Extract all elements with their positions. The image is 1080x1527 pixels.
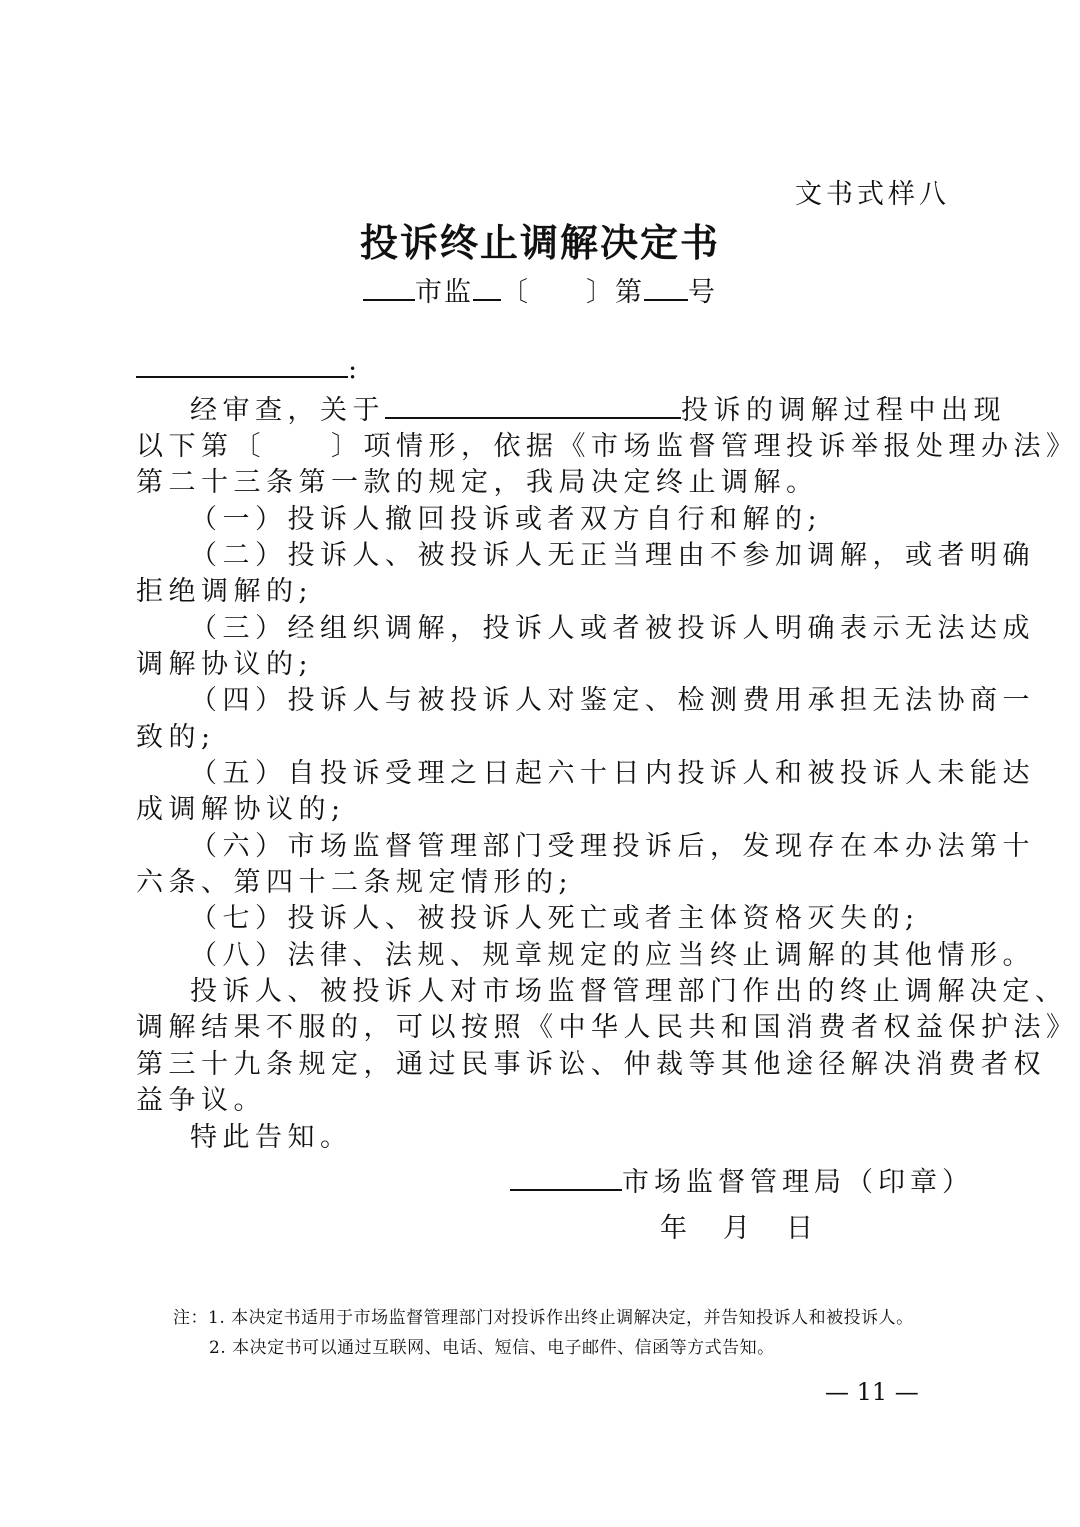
body-line: 以下第〔 〕项情形，依据《市场监督管理投诉举报处理办法》 [136, 431, 1079, 462]
body-line: 投诉人、被投诉人对市场监督管理部门作出的终止调解决定、 [190, 976, 1068, 1007]
blank-field [510, 1163, 622, 1191]
signature-date [660, 1206, 813, 1245]
seal-text: 市场监督管理局（印章） [622, 1167, 974, 1198]
item-line: 六条、第四十二条规定情形的; [136, 867, 574, 898]
blank-field [363, 273, 415, 301]
doc-number-part: 号 [688, 277, 717, 308]
doc-number-part: 〕第 [586, 277, 644, 308]
doc-number-part: 〔 [501, 277, 530, 308]
item-line: 拒绝调解的; [136, 576, 314, 607]
item-line: （三）经组织调解，投诉人或者被投诉人明确表示无法达成 [190, 613, 1035, 644]
body-line [190, 388, 1006, 427]
body-line: 调解结果不服的，可以按照《中华人民共和国消费者权益保护法》 [136, 1012, 1079, 1043]
signature-seal [510, 1160, 974, 1199]
body-text: 投诉的调解过程中出现 [681, 395, 1006, 426]
body-text: 经审查，关于 [190, 395, 385, 426]
doc-number-part: 市监 [415, 277, 473, 308]
closing-line: 特此告知。 [190, 1122, 353, 1153]
item-line: （八）法律、法规、规章规定的应当终止调解的其他情形。 [190, 940, 1035, 971]
sample-label: 文书式样八 [795, 179, 950, 210]
addressee-colon: : [348, 354, 363, 385]
body-line: 第二十三条第一款的规定，我局决定终止调解。 [136, 467, 819, 498]
document-title: 投诉终止调解决定书 [359, 220, 720, 265]
blank-field [473, 273, 501, 301]
item-line: （五）自投诉受理之日起六十日内投诉人和被投诉人未能达 [190, 758, 1035, 789]
note-line: 注：1. 本决定书适用于市场监督管理部门对投诉作出终止调解决定，并告知投诉人和被投诉人。 [173, 1308, 914, 1328]
item-line: 成调解协议的; [136, 794, 346, 825]
item-line: （一）投诉人撤回投诉或者双方自行和解的; [190, 504, 823, 535]
page-number: — 11 — [825, 1378, 919, 1406]
body-line: 第三十九条规定，通过民事诉讼、仲裁等其他途径解决消费者权 [136, 1049, 1046, 1080]
blank-field [644, 273, 688, 301]
date-day: 日 [786, 1213, 813, 1244]
date-year: 年 [660, 1213, 687, 1244]
item-line: （六）市场监督管理部门受理投诉后，发现存在本办法第十 [190, 831, 1035, 862]
note-line: 2. 本决定书可以通过互联网、电话、短信、电子邮件、信函等方式告知。 [209, 1338, 775, 1358]
item-line: （二）投诉人、被投诉人无正当理由不参加调解，或者明确 [190, 540, 1035, 571]
item-line: 致的; [136, 722, 216, 753]
body-line: 益争议。 [136, 1085, 266, 1116]
item-line: （七）投诉人、被投诉人死亡或者主体资格灭失的; [190, 903, 920, 934]
item-line: （四）投诉人与被投诉人对鉴定、检测费用承担无法协商一 [190, 685, 1035, 716]
blank-field [385, 391, 681, 419]
document-number [0, 270, 1080, 309]
date-month: 月 [723, 1213, 750, 1244]
item-line: 调解协议的; [136, 649, 314, 680]
addressee-line [136, 350, 363, 385]
blank-field [136, 350, 348, 378]
